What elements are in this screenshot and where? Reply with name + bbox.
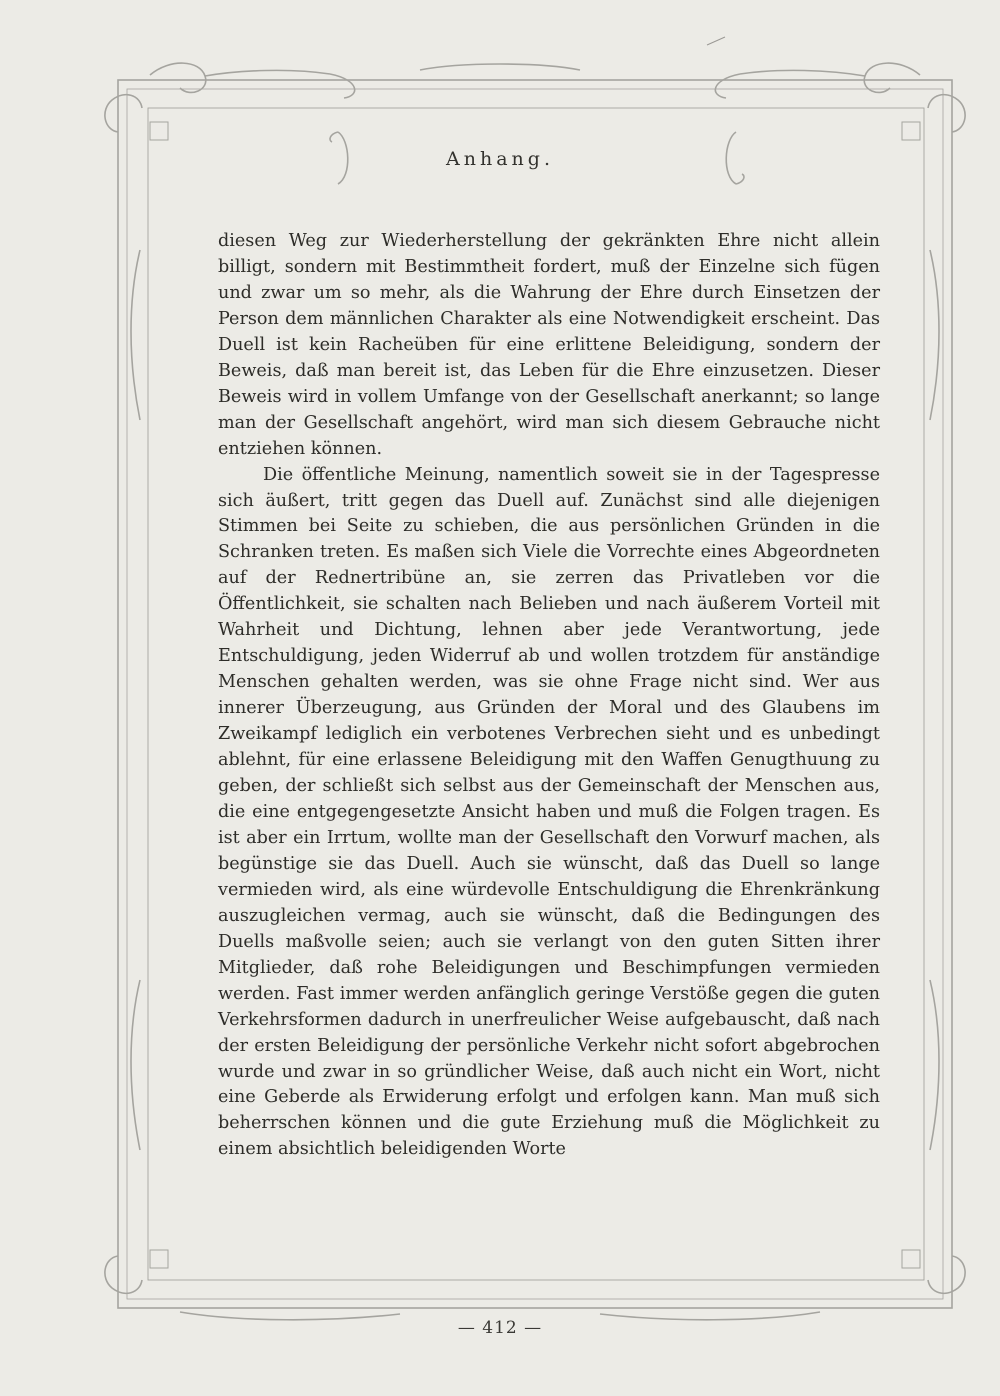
main-text (218, 229, 880, 1163)
page-number: — 412 — (457, 1318, 543, 1338)
paragraph: diesen Weg zur Wiederherstellung der gekränkten Ehre nicht allein billigt, sondern mit Bestimmtheit fordert, muß der Einzelne sich fügen und zwar um so mehr, als die Wahrung der Ehre durch Einsetzen der Person dem männlichen Charakter als eine Notwendigkeit erscheint. Das Duell ist kein Racheüben für eine erlittene Beleidigung, sondern der Beweis, daß man bereit ist, das Leben für die Ehre einzusetzen. Dieser Beweis wird in vollem Umfange von der Gesellschaft anerkannt; so lange man der Gesellschaft angehört, wird man sich diesem Gebrauche nicht entziehen können. (218, 231, 880, 459)
paragraph: Die öffentliche Meinung, namentlich soweit sie in der Tagespresse sich äußert, tritt gegen das Duell auf. Zunächst sind alle diejenigen Stimmen bei Seite zu schieben, die aus persönlichen Gründen in die Schranken treten. Es maßen sich Viele die Vorrechte eines Abgeordneten auf der Rednertribüne an, sie zerren das Privatleben vor die Öffentlichkeit, sie schalten nach Belieben und nach äußerem Vorteil mit Wahrheit und Dichtung, lehnen aber jede Verantwortung, jede Entschuldigung, jeden Widerruf ab und wollen trotzdem für anständige Menschen gehalten werden, was sie ohne Frage nicht sind. Wer aus innerer Überzeugung, aus Gründen der Moral und des Glaubens im Zweikampf lediglich ein verbotenes Verbrechen sieht und es unbedingt ablehnt, für eine erlassene Beleidigung mit den Waffen Genugthuung zu geben, der schließt sich selbst aus der Gemeinschaft der Menschen aus, die eine entgegengesetzte Ansicht haben und muß die Folgen tragen. Es ist aber ein Irrtum, wollte man der Gesellschaft den Vorwurf machen, als begünstige sie das Duell. Auch sie wünscht, daß das Duell so lange vermieden wird, als eine würdevolle Entschuldigung die Ehrenkränkung auszugleichen vermag, auch sie wünscht, daß die Bedingungen des Duells maßvolle seien; auch sie verlangt von den guten Sitten ihrer Mitglieder, daß rohe Beleidigungen und Beschimpfungen vermieden werden. Fast immer werden anfänglich geringe Verstöße gegen die guten Verkehrsformen dadurch in unerfreulicher Weise aufgebauscht, daß nach der ersten Beleidigung der persönliche Verkehr nicht sofort abgebrochen wurde und zwar in so gründlicher Weise, daß auch nicht ein Wort, nicht eine Geberde als Erwiderung erfolgt und erfolgen kann. Man muß sich beherrschen können und die gute Erziehung muß die Möglichkeit zu einem absichtlich beleidigenden Worte (218, 464, 880, 1160)
pencil-mark (705, 35, 727, 47)
running-header: Anhang. (446, 148, 554, 170)
